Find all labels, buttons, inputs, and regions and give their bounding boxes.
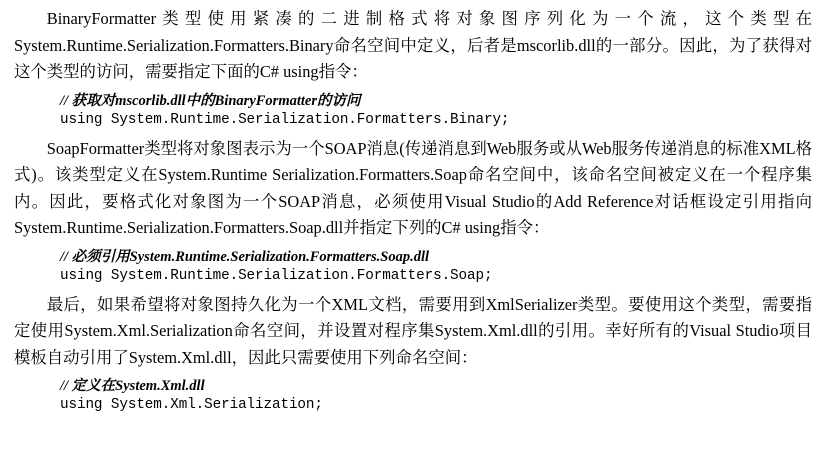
- paragraph-soapformatter: SoapFormatter类型将对象图表示为一个SOAP消息(传递消息到Web服务或从Web服务传递消息的标准XML格式)。该类型定义在System.Runtime Serialization.Formatters.Soap命名空间中，该命名空间被定义在一个程序集内。因此，要格式化对象图为一个SOAP消息，必须使用Visual Studio的Add Reference对话框设定引用指向System.Runtime.Serialization.Formatters.Soap.dll并指定下列的C# using指令：: [14, 138, 812, 237]
- code-comment-binary: // 获取对mscorlib.dll中的BinaryFormatter的访问: [60, 92, 361, 109]
- code-line-soap: using System.Runtime.Serialization.Formatters.Soap;: [60, 267, 493, 284]
- code-block-soap: [14, 248, 812, 286]
- code-block-binary: [14, 92, 812, 130]
- code-comment-xml: // 定义在System.Xml.dll: [60, 378, 205, 394]
- code-comment-soap: // 必须引用System.Runtime.Serialization.Formatters.Soap.dll: [60, 248, 429, 265]
- code-line-xml: using System.Xml.Serialization;: [60, 397, 323, 413]
- paragraph-binaryformatter: BinaryFormatter类型使用紧凑的二进制格式将对象图序列化为一个流，这个类型在System.Runtime.Serialization.Formatters.Binary命名空间中定义，后者是mscorlib.dll的一部分。因此，为了获得对这个类型的访问，需要指定下面的C# using指令：: [14, 9, 812, 81]
- code-block-xml: [14, 377, 812, 415]
- code-line-binary: using System.Runtime.Serialization.Formatters.Binary;: [60, 111, 510, 128]
- paragraph-xmlserializer: 最后，如果希望将对象图持久化为一个XML文档，需要用到XmlSerializer类型。要使用这个类型，需要指定使用System.Xml.Serialization命名空间，并设置对程序集System.Xml.dll的引用。幸好所有的Visual Studio项目模板自动引用了System.Xml.dll，因此只需要使用下列命名空间：: [14, 294, 812, 367]
